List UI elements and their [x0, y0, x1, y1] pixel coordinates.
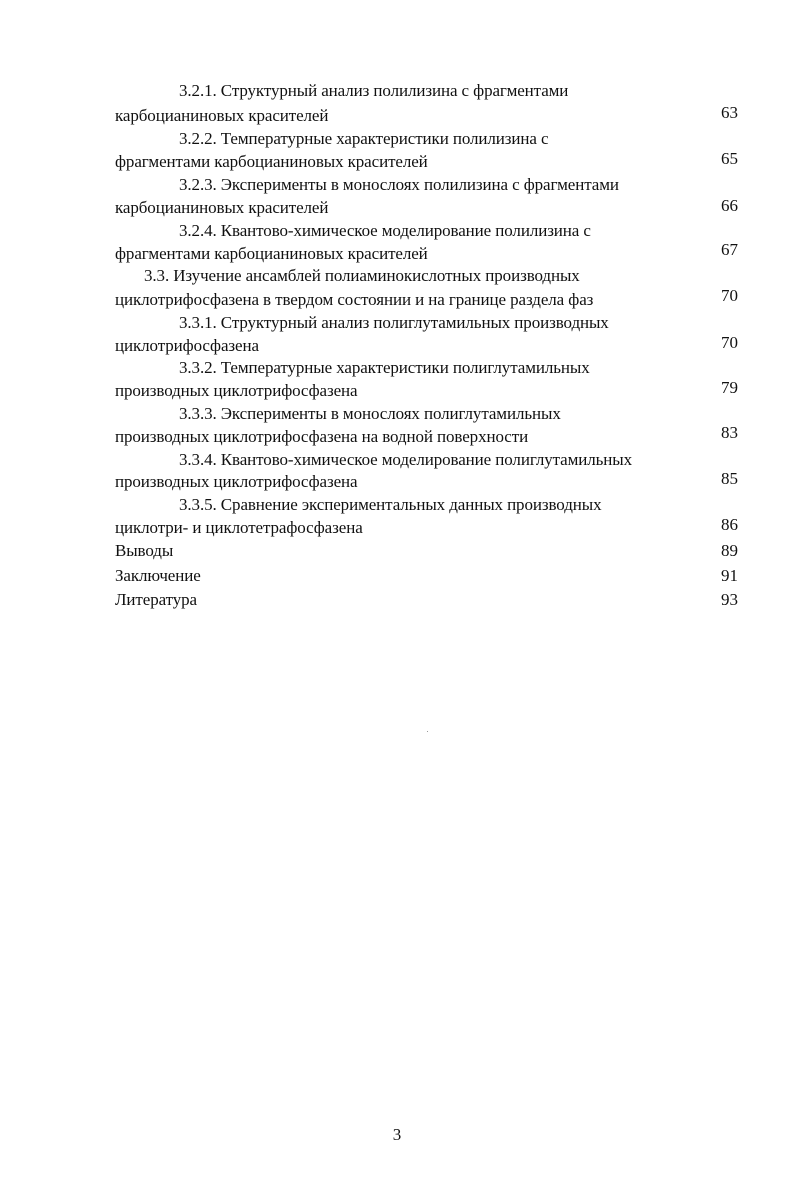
toc-entry-title: 3.3.3. Эксперименты в монослоях полиглутамильных	[179, 404, 561, 423]
toc-entry-title-continuation: производных циклотрифосфазена на водной поверхности	[115, 427, 529, 446]
toc-entry-page: 85	[721, 469, 738, 488]
toc-entry-page: 93	[721, 590, 738, 609]
toc-entry-page: 63	[721, 103, 738, 122]
scan-speck	[427, 731, 428, 732]
toc-entry-title: Литература	[115, 590, 197, 609]
toc-entry-title-continuation: циклотрифосфазена в твердом состоянии и на границе раздела фаз	[115, 290, 594, 309]
toc-entry-page: 66	[721, 196, 738, 215]
toc-entry-title-continuation: карбоцианиновых красителей	[115, 198, 329, 217]
toc-entry-title: 3.3.1. Структурный анализ полиглутамильных производных	[179, 313, 609, 332]
toc-entry-title-continuation: фрагментами карбоцианиновых красителей	[115, 152, 428, 171]
toc-entry-title: 3.3.5. Сравнение экспериментальных данных производных	[179, 495, 602, 514]
toc-entry-title: 3.3.2. Температурные характеристики полиглутамильных	[179, 358, 590, 377]
toc-entry-page: 65	[721, 149, 738, 168]
toc-entry-title-continuation: циклотрифосфазена	[115, 336, 259, 355]
toc-entry-title: Заключение	[115, 566, 201, 585]
toc-entry-title: Выводы	[115, 541, 174, 560]
page-number: 3	[392, 1125, 402, 1144]
toc-entry-title-continuation: циклотри- и циклотетрафосфазена	[115, 518, 363, 537]
toc-entry-title: 3.3.4. Квантово-химическое моделирование полиглутамильных	[179, 450, 633, 469]
toc-entry-page: 70	[721, 286, 738, 305]
toc-entry-title-continuation: производных циклотрифосфазена	[115, 472, 358, 491]
toc-entry-page: 86	[721, 515, 738, 534]
toc-entry-title-continuation: карбоцианиновых красителей	[115, 106, 329, 125]
toc-entry-title-continuation: производных циклотрифосфазена	[115, 381, 358, 400]
toc-entry-title: 3.2.3. Эксперименты в монослоях полилизина с фрагментами	[179, 175, 619, 194]
toc-entry-title: 3.2.4. Квантово-химическое моделирование полилизина с	[179, 221, 591, 240]
toc-entry-title: 3.2.1. Структурный анализ полилизина с фрагментами	[179, 81, 569, 100]
toc-entry-page: 79	[721, 378, 738, 397]
toc-entry-title-continuation: фрагментами карбоцианиновых красителей	[115, 244, 428, 263]
toc-entry-title: 3.3. Изучение ансамблей полиаминокислотных производных	[144, 266, 580, 285]
toc-entry-page: 91	[721, 566, 738, 585]
toc-entry-title: 3.2.2. Температурные характеристики полилизина с	[179, 129, 549, 148]
toc-entry-page: 83	[721, 423, 738, 442]
toc-entry-page: 67	[721, 240, 738, 259]
toc-entry-page: 70	[721, 333, 738, 352]
toc-entry-page: 89	[721, 541, 738, 560]
